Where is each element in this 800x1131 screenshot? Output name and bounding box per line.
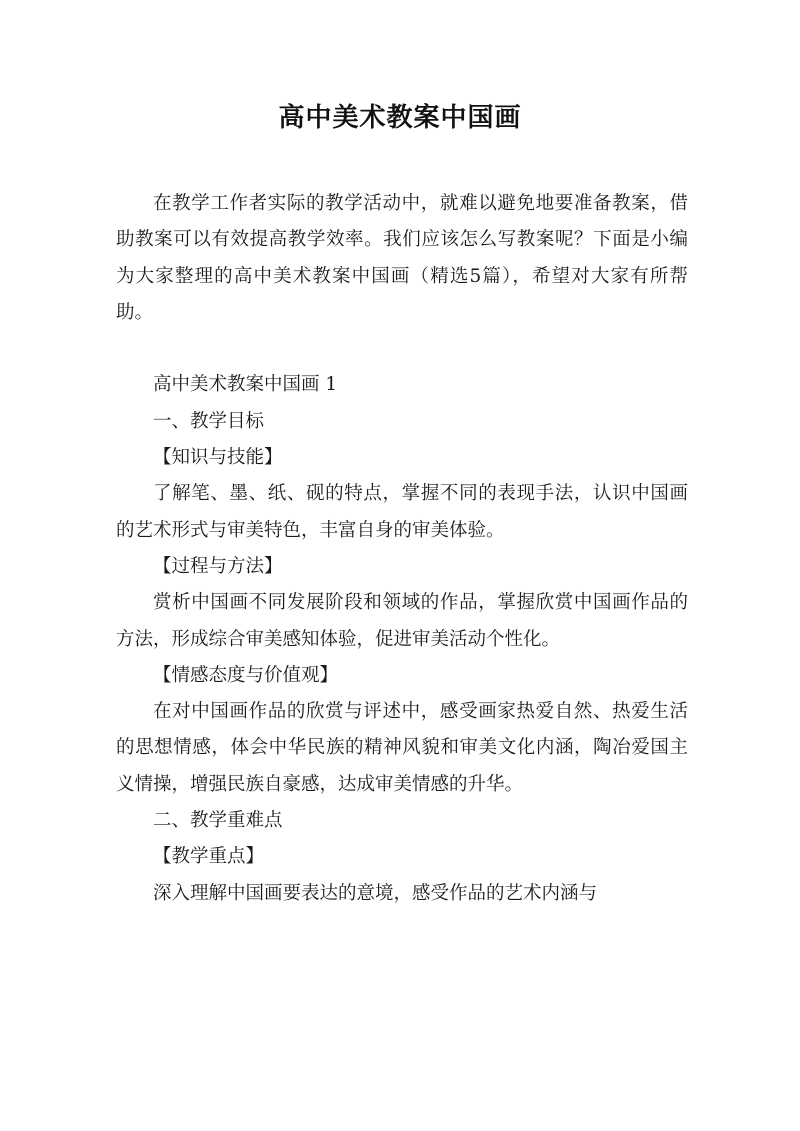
section-heading-lesson-1: 高中美术教案中国画 1: [153, 374, 338, 396]
subheading-teaching-focus: 【教学重点】: [153, 846, 265, 868]
paragraph-process-methods: 赏析中国画不同发展阶段和领域的作品，掌握欣赏中国画作品的方法，形成综合审美感知体验，促进审美活动个性化。: [116, 592, 688, 650]
document-body: [116, 186, 688, 912]
heading-key-difficult-points: 二、教学重难点: [153, 810, 283, 832]
heading-teaching-objectives: 一、教学目标: [153, 410, 265, 432]
subheading-process-methods: 【过程与方法】: [153, 555, 283, 577]
intro-paragraph: 在教学工作者实际的教学活动中，就难以避免地要准备教案，借助教案可以有效提高教学效率。我们应该怎么写教案呢？下面是小编为大家整理的高中美术教案中国画（精选5篇），希望对大家有所帮助。: [116, 193, 688, 323]
paragraph-teaching-focus: 深入理解中国画要表达的意境，感受作品的艺术内涵与: [153, 882, 598, 904]
paragraph-knowledge-skills: 了解笔、墨、纸、砚的特点，掌握不同的表现手法，认识中国画的艺术形式与审美特色，丰富自身的审美体验。: [116, 483, 688, 541]
subheading-emotion-values: 【情感态度与价值观】: [153, 664, 339, 686]
subheading-knowledge-skills: 【知识与技能】: [153, 447, 283, 469]
document-title: 高中美术教案中国画: [278, 103, 522, 133]
paragraph-emotion-values: 在对中国画作品的欣赏与评述中，感受画家热爱自然、热爱生活的思想情感，体会中华民族的精神风貌和审美文化内涵，陶冶爱国主义情操，增强民族自豪感，达成审美情感的升华。: [116, 701, 688, 795]
